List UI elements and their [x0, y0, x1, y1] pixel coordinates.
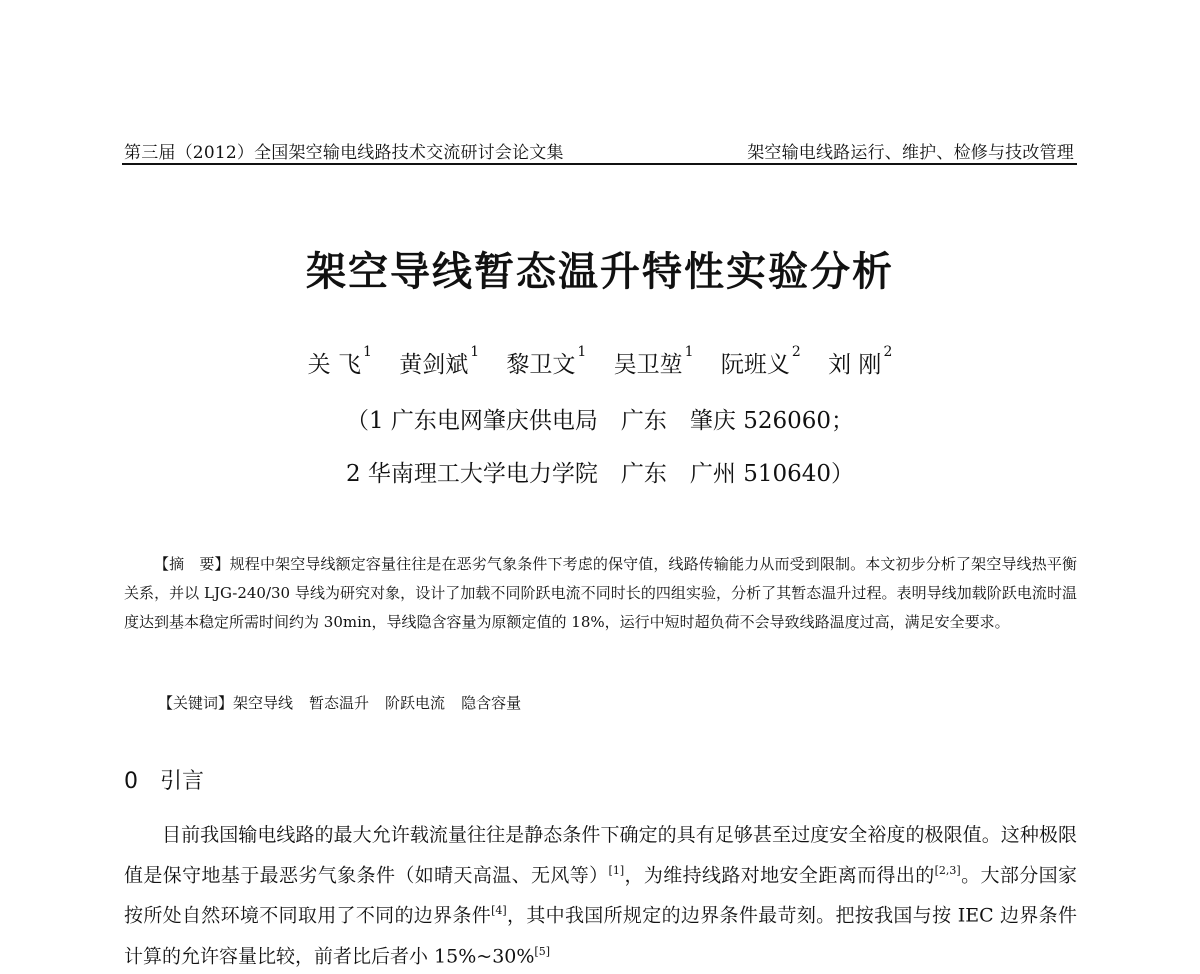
keyword: 隐含容量 [461, 694, 522, 712]
citation-ref: [5] [534, 944, 551, 958]
author [614, 346, 694, 379]
affiliation-line: （1 广东电网肇庆供电局 广东 肇庆 526060； [345, 408, 855, 434]
keyword: 架空导线 [233, 694, 294, 712]
paper-title: 架空导线暂态温升特性实验分析 [306, 249, 894, 295]
author-affiliation-mark: 1 [684, 344, 694, 360]
author-name: 刘 刚 [828, 352, 882, 378]
author [506, 346, 586, 379]
body-text-run: ，为维持线路对地安全距离而得出的 [624, 864, 935, 887]
citation-ref: [2,3] [934, 864, 961, 877]
body-text-run: ，其中我国所规定的边界条件最苛刻。把按我国与按 IEC 边界条件计算的允许容量比较，前者比后者小 15%~30% [124, 904, 1077, 967]
author-affiliation-mark: 1 [362, 344, 372, 360]
author [399, 346, 479, 379]
section-number: 0 [124, 769, 138, 794]
author-name: 阮班义 [720, 352, 790, 378]
running-header-right: 架空输电线路运行、维护、检修与技改管理 [747, 143, 1074, 163]
keyword: 暂态温升 [309, 694, 370, 712]
author-affiliation-mark: 1 [577, 344, 587, 360]
author-name: 黄剑斌 [399, 352, 469, 378]
running-header-left: 第三届（2012）全国架空输电线路技术交流研讨会论文集 [124, 143, 564, 163]
author-affiliation-mark: 1 [470, 344, 480, 360]
affiliation-line: 2 华南理工大学电力学院 广东 广州 510640） [345, 461, 855, 487]
keywords-label: 【关键词】 [158, 694, 234, 712]
section-title: 引言 [160, 769, 205, 794]
abstract [124, 550, 1077, 637]
citation-ref: [1] [608, 864, 625, 877]
author [721, 346, 801, 379]
author [308, 346, 372, 379]
author-affiliation-mark: 2 [883, 344, 893, 360]
abstract-label: 【摘 要】 [154, 555, 230, 573]
header-rule [122, 163, 1077, 165]
author-name: 黎卫文 [506, 352, 576, 378]
abstract-text: 规程中架空导线额定容量往往是在恶劣气象条件下考虑的保守值，线路传输能力从而受到限制。本文初步分析了架空导线热平衡关系，并以 LJG-240/30 导线为研究对象，设计了加载不同阶跃电流不同时长的四组实验，分析了其暂态温升过程。表明导线加载阶跃电流时温度达到基本稳定所需时间约为 30min，导线隐含容量为原额定值的 18%，运行中短时超负荷不会导致线路温度过高，满足安全要求。 [124, 555, 1077, 631]
author-name: 吴卫堃 [613, 352, 683, 378]
author-list [0, 346, 1200, 379]
author-affiliation-mark: 2 [791, 344, 801, 360]
author [828, 346, 892, 379]
keywords [158, 692, 537, 713]
section-heading [124, 764, 204, 795]
body-text-run: 。大部分国家按所处自然环境不同取用了不同的边界条件 [124, 864, 1077, 927]
body-paragraph [124, 818, 1077, 974]
body-text-run: 目前我国输电线路的最大允许载流量往往是静态条件下确定的具有足够甚至过度安全裕度的极限值。这种极限值是保守地基于最恶劣气象条件（如晴天高温、无风等） [124, 824, 1077, 887]
author-name: 关 飞 [307, 352, 361, 378]
keyword: 阶跃电流 [385, 694, 446, 712]
citation-ref: [4] [491, 904, 507, 918]
